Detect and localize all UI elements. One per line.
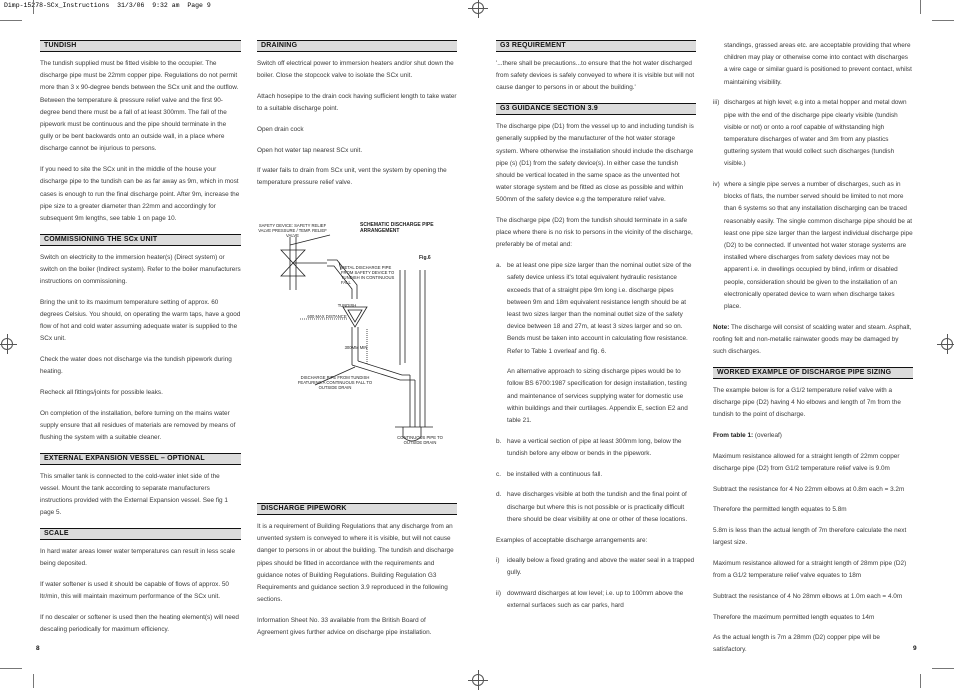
paragraph: Switch on electricity to the immersion heater(s) (Direct system) or switch on the boiler (Indirect system). Refer to the boiler manufacturers instructions on commissioning. <box>40 253 241 286</box>
crop-line <box>33 0 34 14</box>
paragraph: Maximum resistance allowed for a straight length of 28mm pipe (D2) from a G1/2 temperature relief valve equates to 18m <box>713 559 907 580</box>
list-item <box>496 489 696 526</box>
paragraph: 5.8m is less than the actual length of 7m therefore calculate the next largest size. <box>713 527 907 547</box>
note-label: Note: <box>713 323 730 331</box>
list-item <box>496 260 696 358</box>
paragraph: Attach hosepipe to the drain cock having sufficient length to take water to a suitable discharge point. <box>257 92 457 113</box>
paragraph: Subtract the resistance of 4 No 28mm elbows at 1.0m each = 4.0m <box>713 592 903 600</box>
section-heading-discharge-pipework: DISCHARGE PIPEWORK <box>257 503 457 515</box>
paragraph: The tundish supplied must be fitted visible to the occupier. The discharge pipe must be 22mm copper pipe. Regulations do not permit more than 3 x 90-degree bends between the SCx unit and the outflow. Between the temperature & pressure relief valve and the first 90-degree bend there must be a fall of at least 300mm. The fall of the pipework must be continuous and the pipe should terminate in the gully or be bent backwards onto an outside wall, in a place where discharge cannot be injurious to persons. <box>40 60 239 153</box>
list-marker: ii) <box>496 590 501 598</box>
paragraph: If water fails to drain from SCx unit, vent the system by opening the temperature pressure relief valve. <box>257 167 447 187</box>
paragraph: The discharge pipe (D2) from the tundish should terminate in a safe place where there is no risk to persons in the vicinity of the discharge, preferably be of metal and: <box>496 217 693 249</box>
paragraph: In hard water areas lower water temperatures can result in less scale being deposited. <box>40 548 236 568</box>
list-marker: iv) <box>713 181 720 189</box>
list-marker: d. <box>496 491 502 499</box>
paragraph: '...there shall be precautions...to ensure that the hot water discharged from safety devices is safely conveyed to where it is visible but will not cause danger to persons in or about the building.' <box>496 60 695 92</box>
column-2 <box>257 40 457 198</box>
paragraph: It is a requirement of Building Regulations that any discharge from an unvented system is conveyed to where it is visible, but will not cause danger to persons in or about the building. The tundish and discharge pipes should be fitted in accordance with the requirements and guidance notes of Building Regulations. Building Regulation G3 Requirements and guidance section 3.9 reproduced in the following sections. <box>257 523 454 604</box>
crop-line <box>920 674 921 688</box>
list-text: have discharges visible at both the tundish and the final point of discharge but where this is not possible or is practically difficult there should be clear visibility at one or other of these locations. <box>507 491 688 523</box>
registration-mark-top <box>472 2 484 14</box>
list-item <box>496 588 696 612</box>
paragraph: Information Sheet No. 33 available from the British Board of Agreement gives further advice on discharge pipe installation. <box>257 616 432 637</box>
paragraph: The example below is for a G1/2 temperature relief valve with a discharge pipe (D2) having 4 No elbows and length of 7m from the tundish to the point of discharge. <box>713 386 901 419</box>
list-marker: b. <box>496 437 502 445</box>
list-marker: i) <box>496 557 500 565</box>
paragraph: Bring the unit to its maximum temperature setting of approx. 60 degrees Celsius. You should, on operating the warm taps, have a good flow of hot and cold water assuming adequate water is supplied to the SCx unit. <box>40 298 241 343</box>
crop-line <box>932 668 954 669</box>
crop-line <box>932 20 954 21</box>
section-heading-worked-example: WORKED EXAMPLE OF DISCHARGE PIPE SIZING <box>713 367 913 379</box>
paragraph: Examples of acceptable discharge arrangements are: <box>496 536 648 544</box>
paragraph: On completion of the installation, before turning on the mains water supply ensure that all residues of materials are removed by means of flushing the system with a suitable cleaner. <box>40 409 236 442</box>
paragraph: The discharge pipe (D1) from the vessel up to and including tundish is generally supplied by the manufacturer of the hot water storage system. Where otherwise the installation should include the discharge pipe (s) (D1) from the safety device(s). In either case the tundish should be vertical located in the same space as the unvented hot water storage system and be fitted as close as possible and within 500mm of the safety device e.g the temperature relief valve. <box>496 123 694 204</box>
list-text: be installed with a continuous fall. <box>507 470 603 478</box>
note-text: The discharge will consist of scalding water and steam. Asphalt, roofing felt and non-metallic rainwater goods may be damaged by such discharges. <box>713 323 912 356</box>
list-text: downward discharges at low level; i.e. up to 100mm above the external surfaces such as car parks, hard <box>507 590 684 610</box>
paragraph: If water softener is used it should be capable of flows of approx. 50 ltr/min, this will maintain maximum performance of the SCx unit. <box>40 581 229 601</box>
section-heading-tundish: TUNDISH <box>40 40 241 52</box>
paragraph: Therefore the permitted length equates to 5.8m <box>713 506 847 514</box>
list-text: standings, grassed areas etc. are acceptable providing that where children may play or otherwise come into contact with discharges a wire cage or similar guard is positioned to prevent contact, whilst maintaining visibility. <box>724 42 912 86</box>
column-4 <box>713 40 913 665</box>
print-slug: Dimp-15278-SCx_Instructions 31/3/06 9:32 am Page 9 <box>4 2 211 9</box>
column-2-lower <box>257 503 457 648</box>
label-safety-device: SAFETY DEVICE: SAFETY RELIEF VALVE PRESSURE / TEMP. RELIEF VALVE <box>258 223 327 238</box>
registration-mark-right <box>941 338 953 350</box>
paragraph: As the actual length is 7m a 28mm (D2) copper pipe will be satisfactory. <box>713 634 880 654</box>
list-marker: c. <box>496 470 501 478</box>
registration-mark-bottom <box>472 674 484 686</box>
paragraph: An alternative approach to sizing discharge pipes would be to follow BS 6700:1987 specification for design installation, testing and maintenance of services supplying water for domestic use within buildings and their curtilages. Appendix E, section E2 and table 21. <box>507 368 688 425</box>
label-tundish: TUNDISH <box>337 303 357 308</box>
figure-title: SCHEMATIC DISCHARGE PIPE ARRANGEMENT <box>360 222 434 234</box>
list-text: discharges at high level; e.g into a metal hopper and metal down pipe with the end of the discharge pipe clearly visible (tundish visible or not) or onto a roof capable of withstanding high temperature discharges of water and 3m from any plastics guttering system that would collect such discharges (tundish visible.) <box>724 99 907 168</box>
list-item <box>496 366 696 427</box>
list-item <box>713 97 913 170</box>
from-table-label: From table 1: <box>713 431 754 439</box>
list-text: have a vertical section of pipe at least 300mm long, below the tundish before any elbow or bends in the pipework. <box>507 437 682 457</box>
list-marker: a. <box>496 262 502 270</box>
page-number-left: 8 <box>36 645 40 652</box>
list-marker: iii) <box>713 99 720 107</box>
paragraph: If no descaler or softener is used then the heating element(s) will need descaling periodically for maximum efficiency. <box>40 613 239 634</box>
paragraph: Maximum resistance allowed for a straight length of 22mm copper discharge pipe (D2) from G1/2 temperature relief valve is 9.0m <box>713 452 900 472</box>
from-table-text: (overleaf) <box>753 431 782 439</box>
paragraph: Recheck all fittings/joints for possible leaks. <box>40 388 163 396</box>
paragraph: Check the water does not discharge via the tundish pipework during heating. <box>40 356 232 376</box>
list-text: ideally below a fixed grating and above the water seal in a trapped gully. <box>507 557 695 577</box>
schematic-drawing <box>255 215 460 460</box>
figure-number: Fig.6 <box>419 255 431 261</box>
paragraph: Therefore the maximum permitted length equates to 14m <box>713 613 875 621</box>
list-text: be at least one pipe size larger than the nominal outlet size of the safety device unless it's total equivalent hydraulic resistance exceeds that of a straight pipe 9m long i.e. discharge pipes between 9m and 18m equivalent resistance length should be at least two sizes larger than the nominal outlet size of the safety device between 18 and 27m, at least 3 sizes larger and so on. Bends must be taken into account in calculating flow resistance. Refer to Table 1 overleaf and fig. 6. <box>507 262 692 355</box>
list-text: where a single pipe serves a number of discharges, such as in blocks of flats, the number served should be limited to not more than 6 systems so that any installation discharging can be traced reasonably easily. The single common discharge pipe should be at least one pipe size larger than the largest individual discharge pipe (D2) to be connected. If unvented hot water storage systems are installed where discharges from safety devices may not be apparent i.e. in dwellings occupied by blind, infirm or disabled people, consideration should be given to the installation of an electronically operated device to warn when discharge takes place. <box>724 181 913 311</box>
paragraph <box>713 430 913 442</box>
section-heading-g3-requirement: G3 REQUIREMENT <box>496 40 696 52</box>
list-item <box>496 436 696 460</box>
crop-line <box>0 20 22 21</box>
paragraph: If you need to site the SCx unit in the middle of the house your discharge pipe to the tundish can be as far away as 9m, which in most cases is enough to run the final discharge point. After 9m, increase the pipe size to a greater diameter than 22mm and accordingly for subsequent 9m lengths, see table 1 on page 10. <box>40 166 240 222</box>
list-item <box>713 40 913 89</box>
crop-line <box>920 0 921 14</box>
list-item <box>713 179 913 313</box>
crop-line <box>33 674 34 688</box>
registration-mark-left <box>1 338 13 350</box>
section-heading-draining: DRAINING <box>257 40 457 52</box>
paragraph: Open hot water tap nearest SCx unit. <box>257 146 363 154</box>
label-discharge-pipe: DISCHARGE PIPE FROM TUNDISH FEATURING A CONTINUOUS FALL TO OUTSIDE DRAIN <box>297 375 373 390</box>
figure-discharge-schematic <box>255 215 460 460</box>
list-item <box>496 469 696 481</box>
section-heading-scale: SCALE <box>40 528 241 540</box>
paragraph: Open drain cock <box>257 125 304 133</box>
section-heading-expansion-vessel: EXTERNAL EXPANSION VESSEL – OPTIONAL <box>40 453 241 465</box>
paragraph: Switch off electrical power to immersion heaters and/or shut down the boiler. Close the stopcock valve to isolate the SCx unit. <box>257 60 454 80</box>
paragraph: Subtract the resistance for 4 No 22mm elbows at 0.8m each = 3.2m <box>713 485 905 493</box>
column-3 <box>496 40 696 621</box>
label-600-max: 600 MAX DISTANCE <box>307 314 347 319</box>
column-1 <box>40 40 241 645</box>
label-continuous-pipe: CONTINUOUS PIPE TO OUTSIDE DRAIN <box>397 435 443 445</box>
page-number-right: 9 <box>913 645 917 652</box>
list-item <box>496 555 696 579</box>
label-metal-pipe: METAL DISCHARGE PIPE FROM SAFETY DEVICE TO TUNDISH IN CONTINUOUS FALL <box>341 265 395 285</box>
note-paragraph <box>713 322 913 359</box>
crop-line <box>0 668 22 669</box>
label-300-min: 300MM MIN <box>344 345 368 350</box>
section-heading-g3-guidance: G3 GUIDANCE SECTION 3.9 <box>496 103 696 115</box>
section-heading-commissioning: COMMISSIONING THE SCx UNIT <box>40 234 241 246</box>
paragraph: This smaller tank is connected to the cold-water inlet side of the vessel. Mount the tank according to separate manufacturers instructions provided with the External Expansion vessel. See fig 1 page 5. <box>40 472 228 517</box>
